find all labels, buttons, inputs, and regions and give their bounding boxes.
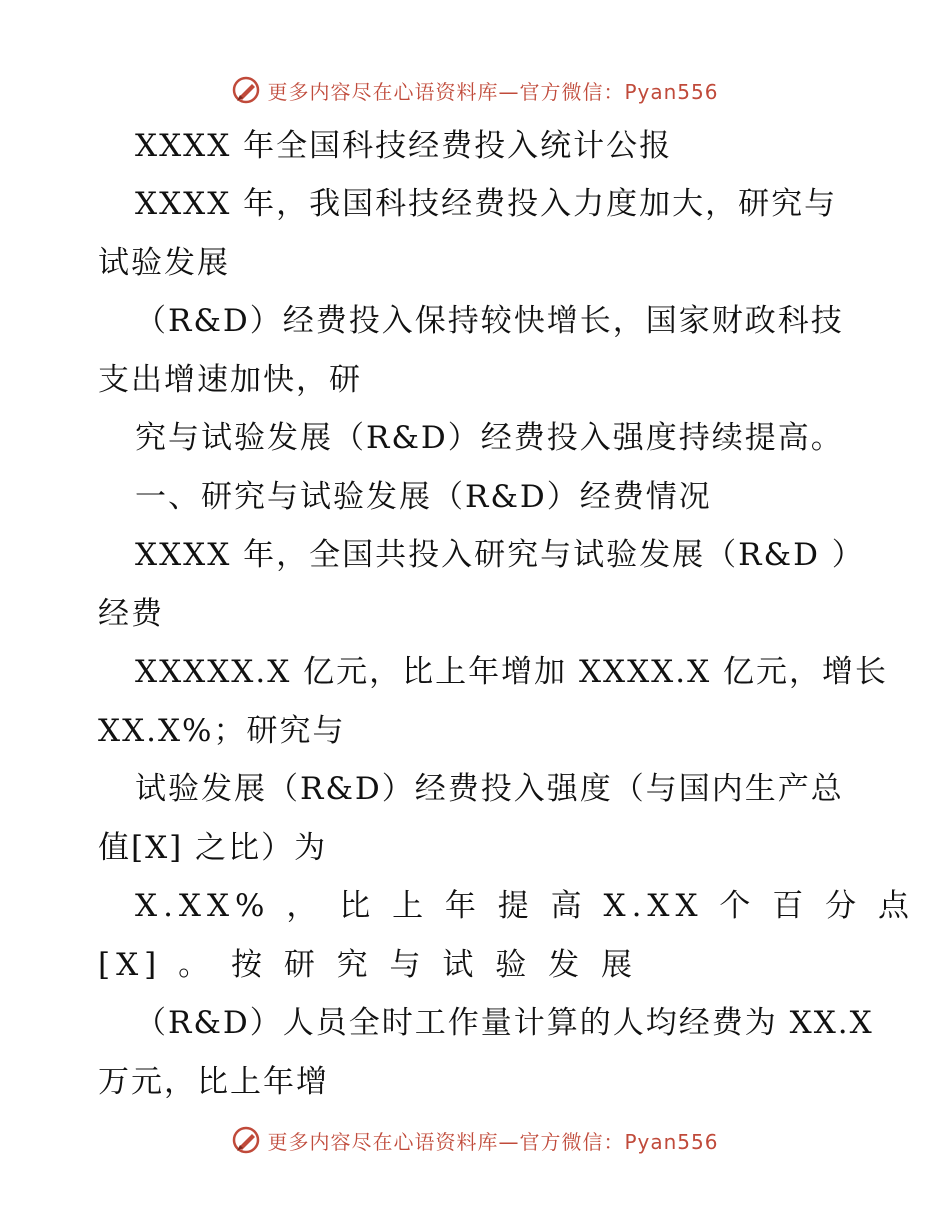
paragraph-line: [X] 。 按 研 究 与 试 验 发 展 (98, 947, 638, 983)
paragraph-line: 试验发展 (98, 245, 230, 281)
paragraph-line: （R&D）人员全时工作量计算的人均经费为 XX.X (135, 1005, 874, 1041)
paragraph-line: 支出增速加快，研 (98, 362, 362, 398)
footer-banner (0, 1120, 950, 1160)
paragraph-line: X.XX% ， 比 上 年 提 高 X.XX 个 百 分 点 (135, 888, 915, 924)
paragraph-line: 万元，比上年增 (98, 1064, 329, 1100)
pen-seal-logo-icon (231, 75, 261, 105)
footer-banner-text: 更多内容尽在心语资料库—官方微信：Pyan556 (267, 1129, 719, 1154)
paragraph-line: XXXX 年，我国科技经费投入力度加大，研究与 (135, 186, 838, 222)
pen-seal-logo-icon (231, 1125, 261, 1155)
document-title: XXXX 年全国科技经费投入统计公报 (135, 128, 673, 164)
paragraph-line: 值[X] 之比）为 (98, 830, 328, 866)
paragraph-line: （R&D）经费投入保持较快增长，国家财政科技 (135, 303, 844, 339)
paragraph-line: 究与试验发展（R&D）经费投入强度持续提高。 (135, 420, 844, 456)
section-heading: 一、研究与试验发展（R&D）经费情况 (135, 479, 712, 515)
header-banner (0, 70, 950, 110)
paragraph-line: 试验发展（R&D）经费投入强度（与国内生产总 (135, 771, 844, 807)
header-banner-text: 更多内容尽在心语资料库—官方微信：Pyan556 (267, 79, 719, 104)
paragraph-line: XX.X%；研究与 (98, 713, 346, 749)
paragraph-line: XXXX 年，全国共投入研究与试验发展（R&D ） (135, 537, 865, 573)
paragraph-line: XXXXX.X 亿元，比上年增加 XXXX.X 亿元，增长 (135, 654, 889, 690)
paragraph-line: 经费 (98, 596, 164, 632)
